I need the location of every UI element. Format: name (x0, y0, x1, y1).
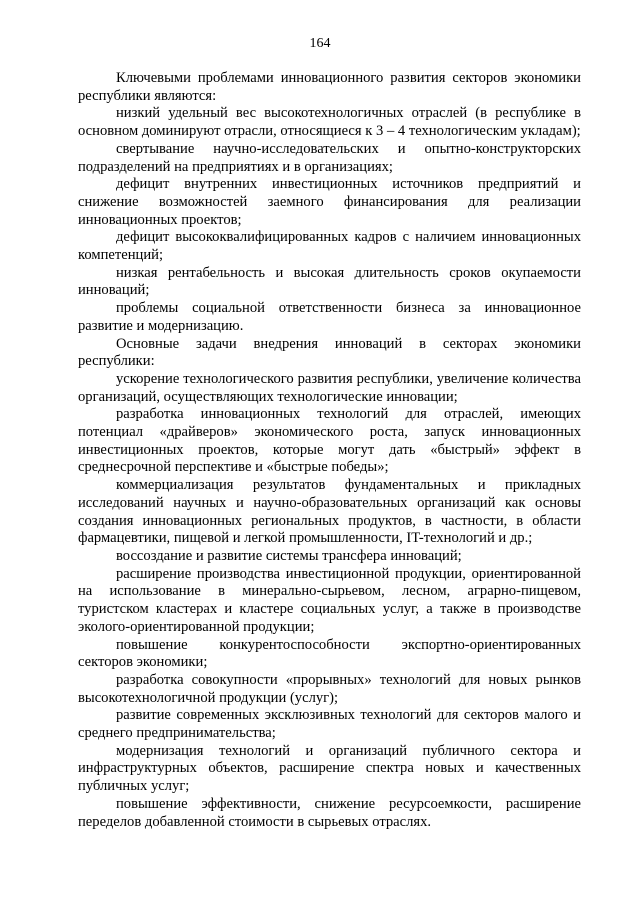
list-item: воссоздание и развитие системы трансфера инноваций; (116, 547, 462, 564)
paragraph-key-problems-intro: Ключевыми проблемами инновационного развития секторов экономики республики являются: (78, 70, 581, 104)
list-item: проблемы социальной ответственности бизнеса за инновационное развитие и модернизацию. (78, 300, 581, 334)
list-item: низкий удельный вес высокотехнологичных отраслей (в республике в основном доминируют отрасли, относящиеся к 3 – 4 технологическим укладам); (78, 105, 581, 140)
document-body (78, 70, 581, 831)
list-item: повышение эффективности, снижение ресурсоемкости, расширение переделов добавленной стоимости в сырьевых отраслях. (78, 795, 581, 830)
list-item: расширение производства инвестиционной продукции, ориентированной на использование в минерально-сырьевом, лесном, аграрно-пищевом, туристском кластерах и кластере социальных услуг, а также в производстве эколого-ориентированной продукции; (78, 565, 581, 635)
page-number: 164 (309, 36, 331, 51)
list-item: свертывание научно-исследовательских и опытно-конструкторских подразделений на предприятиях и в организациях; (78, 140, 581, 175)
list-item: разработка инновационных технологий для отраслей, имеющих потенциал «драйверов» экономического роста, запуск инновационных инвестиционных проектов, которые могут дать «быстрый» эффект в среднесрочной перспективе и «быстрые победы»; (78, 406, 581, 476)
list-item: дефицит внутренних инвестиционных источников предприятий и снижение возможностей заемного финансирования для реализации инновационных проектов; (78, 176, 581, 228)
paragraph-main-tasks-intro: Основные задачи внедрения инноваций в секторах экономики республики: (78, 335, 581, 370)
list-item: развитие современных эксклюзивных технологий для секторов малого и среднего предпринимательства; (78, 707, 581, 742)
list-item: ускорение технологического развития республики, увеличение количества организаций, осуществляющих технологические инновации; (78, 370, 581, 405)
list-item: дефицит высококвалифицированных кадров с наличием инновационных компетенций; (78, 229, 581, 264)
list-item: разработка совокупности «прорывных» технологий для новых рынков высокотехнологичной продукции (услуг); (78, 671, 581, 706)
list-item: модернизация технологий и организаций публичного сектора и инфраструктурных объектов, расширение спектра новых и качественных публичных услуг; (78, 742, 581, 795)
list-item: коммерциализация результатов фундаментальных и прикладных исследований научных и научно-образовательных организаций как основы создания инновационных региональных продуктов, в частности, в области фармацевтики, пищевой и легкой промышленности, IT-технологий и др.; (78, 477, 581, 547)
list-item: повышение конкурентоспособности экспортно-ориентированных секторов экономики; (78, 636, 581, 671)
list-item: низкая рентабельность и высокая длительность сроков окупаемости инноваций; (78, 264, 581, 299)
